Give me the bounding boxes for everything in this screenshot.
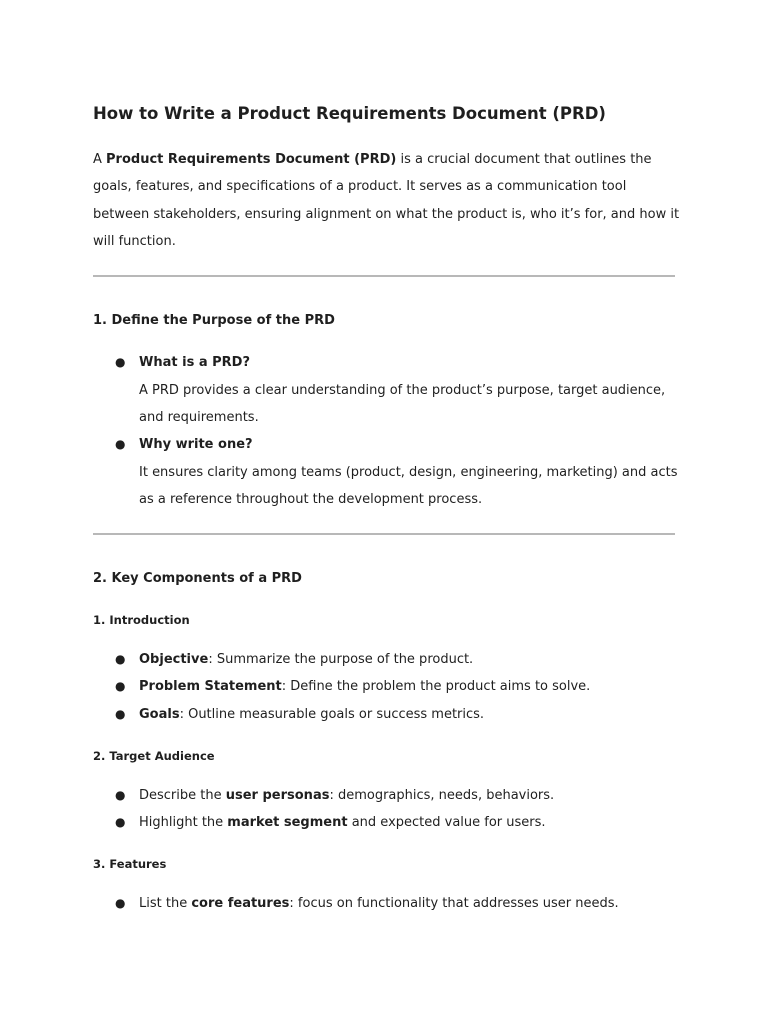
item-label: What is a PRD? <box>139 355 250 370</box>
target-audience-heading: 2. Target Audience <box>93 749 215 763</box>
item-description: It ensures clarity among teams (product, design, engineering, marketing) and acts as a reference throughout the development process. <box>139 465 678 508</box>
section1-heading: 1. Define the Purpose of the PRD <box>93 313 335 328</box>
intro-prefix: A <box>93 152 107 167</box>
item-bold: Problem Statement <box>139 679 282 694</box>
bullet-icon: ● <box>115 707 126 721</box>
item-bold: user personas <box>225 788 330 803</box>
bullet-icon: ● <box>115 815 126 829</box>
item-pre: Highlight the <box>139 815 228 830</box>
intro-bold-term: Product Requirements Document (PRD) <box>106 152 397 167</box>
bullet-icon: ● <box>115 652 126 666</box>
section2-heading: 2. Key Components of a PRD <box>93 571 302 586</box>
item-text <box>139 679 590 694</box>
bullet-icon: ● <box>115 437 126 451</box>
item-rest: : demographics, needs, behaviors. <box>329 788 555 803</box>
document-title: How to Write a Product Requirements Document (PRD) <box>93 104 606 123</box>
item-bold: Objective <box>139 652 209 667</box>
item-pre: List the <box>139 896 192 911</box>
item-rest: : Outline measurable goals or success metrics. <box>179 707 485 722</box>
item-rest: : Define the problem the product aims to solve. <box>281 679 591 694</box>
item-text <box>139 707 484 722</box>
bullet-icon: ● <box>115 896 126 910</box>
item-text <box>139 896 619 911</box>
intro-paragraph <box>93 146 683 255</box>
bullet-icon: ● <box>115 788 126 802</box>
bullet-icon: ● <box>115 355 126 369</box>
bullet-icon: ● <box>115 679 126 693</box>
item-pre: Describe the <box>139 788 226 803</box>
intro-rest: is a crucial document that outlines the goals, features, and specifications of a product. It serves as a communication tool between stakeholders, ensuring alignment on what the product is, who it’s for, and how it will function. <box>93 152 680 249</box>
item-text <box>139 815 546 830</box>
item-text <box>139 788 554 803</box>
item-text <box>139 652 473 667</box>
item-description: A PRD provides a clear understanding of the product’s purpose, target audience, and requirements. <box>139 383 666 426</box>
introduction-heading: 1. Introduction <box>93 613 190 627</box>
item-rest: : Summarize the purpose of the product. <box>208 652 474 667</box>
section-divider <box>93 533 675 535</box>
item-bold: market segment <box>227 815 348 830</box>
item-bold: Goals <box>139 707 180 722</box>
item-rest: : focus on functionality that addresses user needs. <box>289 896 619 911</box>
item-label: Why write one? <box>139 437 253 452</box>
features-heading: 3. Features <box>93 857 167 871</box>
item-bold: core features <box>191 896 290 911</box>
section-divider <box>93 275 675 277</box>
item-rest: and expected value for users. <box>347 815 546 830</box>
